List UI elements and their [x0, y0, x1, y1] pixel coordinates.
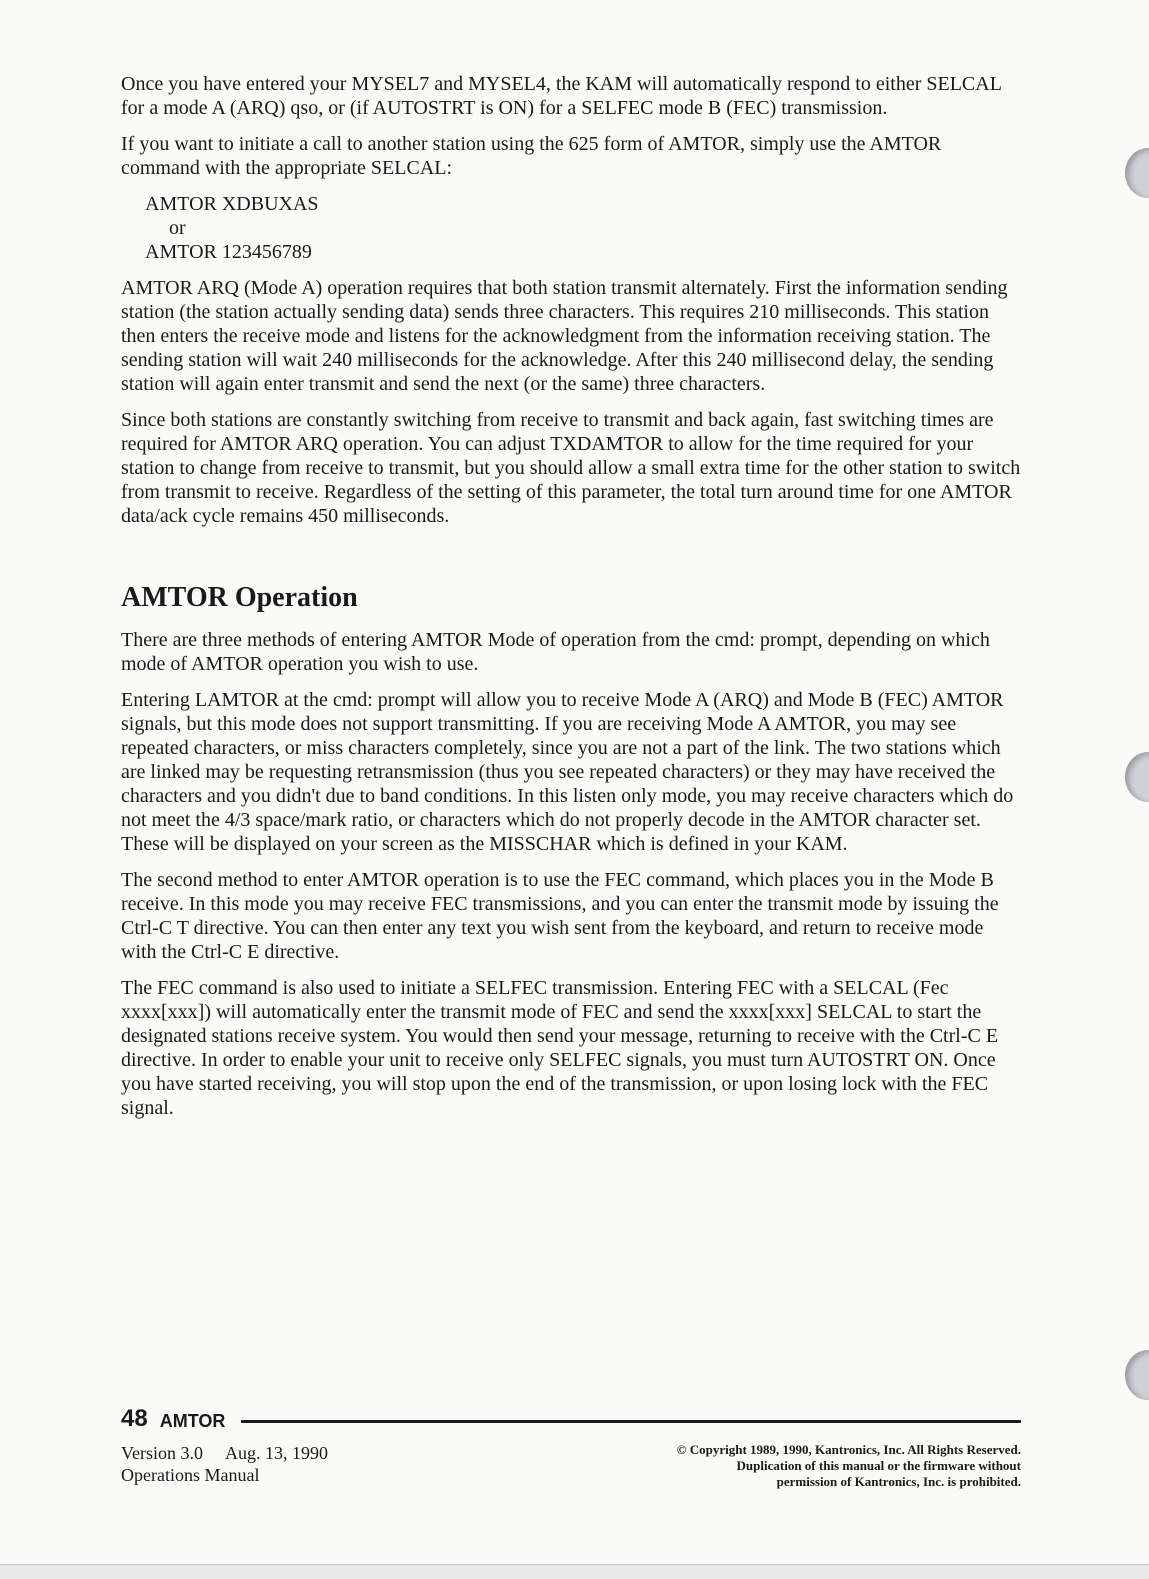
section-paragraph-1: There are three methods of entering AMTOR Mode of operation from the cmd: prompt, depending on which mode of AMTOR operation you wish to use.: [121, 629, 990, 675]
section-paragraph-4: The FEC command is also used to initiate a SELFEC transmission. Entering FEC with a SELCAL (Fec xxxx[xxx]) will automatically enter the transmit mode of FEC and send the xxxx[xxx] SELCAL to start the designated stations receive system. You would then send your message, returning to receive with the Ctrl-C E directive. In order to enable your unit to receive only SELFEC signals, you must turn AUTOSTRT ON. Once you have started receiving, you will stop upon the end of the transmission, or upon losing lock with the FEC signal.: [121, 977, 999, 1119]
code-or: or: [169, 217, 186, 239]
version-label: Version 3.0: [121, 1443, 203, 1463]
binder-hole: [1125, 1350, 1149, 1400]
edition-info: [121, 1442, 328, 1490]
intro-paragraph-2: If you want to initiate a call to another station using the 625 form of AMTOR, simply use the AMTOR command with the appropriate SELCAL:: [121, 133, 942, 179]
chapter-label: AMTOR: [159, 1411, 226, 1431]
section-heading: AMTOR Operation: [121, 582, 358, 613]
page-content: [121, 72, 1021, 1132]
intro-paragraph-4: Since both stations are constantly switching from receive to transmit and back again, fast switching times are required for AMTOR ARQ operation. You can adjust TXDAMTOR to allow for the time required for your station to change from receive to transmit, but you should allow a small extra time for the other station to switch from transmit to receive. Regardless of the setting of this parameter, the total turn around time for one AMTOR data/ack cycle remains 450 milliseconds.: [121, 409, 1021, 527]
section-paragraph-2: Entering LAMTOR at the cmd: prompt will allow you to receive Mode A (ARQ) and Mode B (FEC) AMTOR signals, but this mode does not support transmitting. If you are receiving Mode A AMTOR, you may see repeated characters, or miss characters completely, since you are not a part of the link. The two stations which are linked may be requesting retransmission (thus you see repeated characters) or they may have received the characters and you didn't due to band conditions. In this listen only mode, you may receive characters which do not meet the 4/3 space/mark ratio, or characters which do not properly decode in the AMTOR character set. These will be displayed on your screen as the MISSCHAR which is defined in your KAM.: [121, 689, 1014, 855]
copyright-line-3: permission of Kantronics, Inc. is prohibited.: [776, 1474, 1021, 1489]
copyright-notice: [677, 1442, 1021, 1490]
footer-rule: [241, 1420, 1021, 1423]
page-footer: [121, 1406, 1021, 1490]
date-label: Aug. 13, 1990: [225, 1443, 328, 1463]
page-bottom-edge: [0, 1564, 1149, 1579]
copyright-line-2: Duplication of this manual or the firmware without: [736, 1458, 1021, 1473]
code-example: [145, 192, 1021, 264]
manual-label: Operations Manual: [121, 1465, 260, 1485]
binder-hole: [1125, 148, 1149, 198]
intro-paragraph-1: Once you have entered your MYSEL7 and MYSEL4, the KAM will automatically respond to either SELCAL for a mode A (ARQ) qso, or (if AUTOSTRT is ON) for a SELFEC mode B (FEC) transmission.: [121, 73, 1002, 119]
section-paragraph-3: The second method to enter AMTOR operation is to use the FEC command, which places you in the Mode B receive. In this mode you may receive FEC transmissions, and you can enter the transmit mode by issuing the Ctrl-C T directive. You can then enter any text you wish sent from the keyboard, and return to receive mode with the Ctrl-C E directive.: [121, 869, 999, 963]
code-line-2: AMTOR 123456789: [145, 241, 312, 263]
intro-paragraph-3: AMTOR ARQ (Mode A) operation requires that both station transmit alternately. First the information sending station (the station actually sending data) sends three characters. This requires 210 milliseconds. This station then enters the receive mode and listens for the acknowledgment from the information receiving station. The sending station will wait 240 milliseconds for the acknowledge. After this 240 millisecond delay, the sending station will again enter transmit and send the next (or the same) three characters.: [121, 277, 1008, 395]
page-number: 48: [121, 1405, 148, 1432]
copyright-line-1: © Copyright 1989, 1990, Kantronics, Inc. All Rights Reserved.: [676, 1442, 1021, 1457]
code-line-1: AMTOR XDBUXAS: [145, 193, 319, 215]
binder-hole: [1125, 752, 1149, 802]
